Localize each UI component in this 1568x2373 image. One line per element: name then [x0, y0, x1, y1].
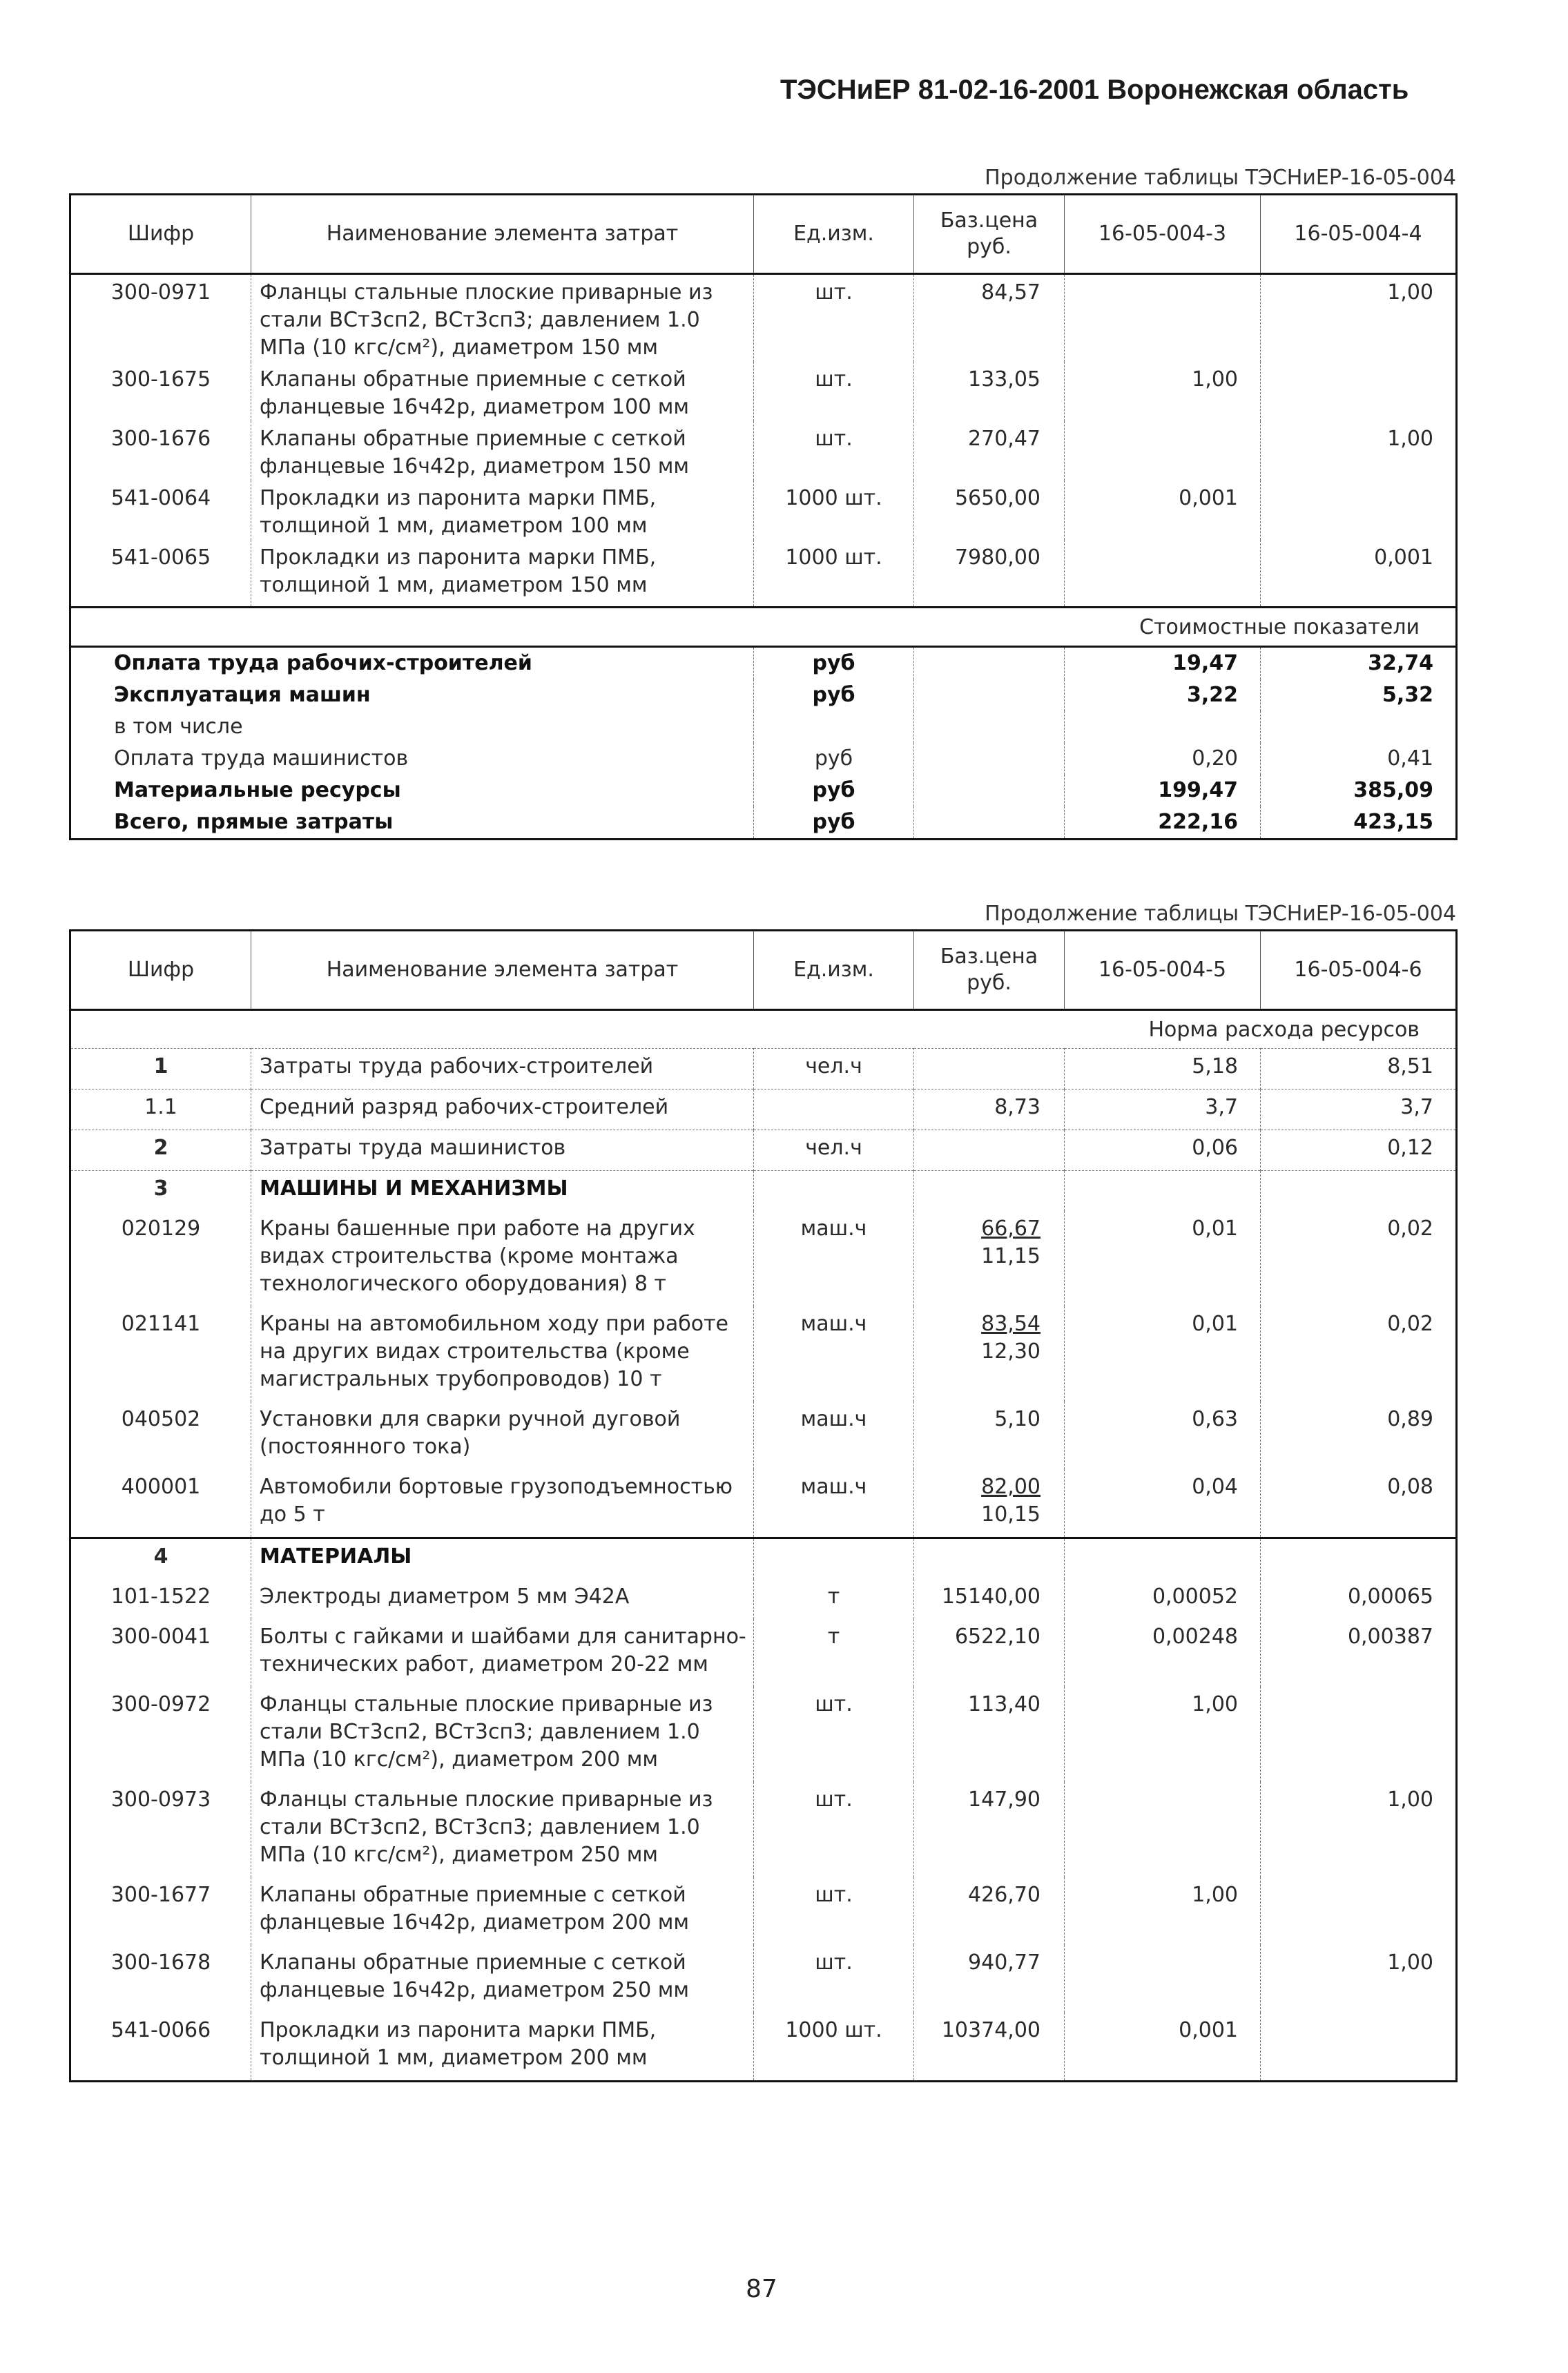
cell-code: 300-0973: [70, 1782, 251, 1877]
cell-price: [914, 2013, 1065, 2082]
price-value: 15140,00: [941, 1585, 1041, 1609]
table-row: [70, 1579, 1457, 1619]
cell-name: Средний разряд рабочих-строителей: [251, 1089, 754, 1130]
cell-price: [914, 1579, 1065, 1619]
price-value: 8,73: [994, 1095, 1041, 1119]
cell-name: Фланцы стальные плоские приварные из стали ВСт3сп2, ВСт3сп3; давлением 1.0 МПа (10 кгс/см²), диаметром 200 мм: [251, 1687, 754, 1782]
cost-unit: руб: [754, 775, 914, 806]
column-header-norm-1: 16-05-004-3: [1065, 195, 1261, 274]
column-header-norm-1: 16-05-004-5: [1065, 931, 1261, 1010]
cell-norm-1: 0,00052: [1065, 1579, 1261, 1619]
price-value: 82,00: [981, 1475, 1041, 1499]
cell-norm-1: 0,01: [1065, 1306, 1261, 1402]
table-row: [70, 481, 1457, 540]
cell-norm-2: 0,001: [1374, 545, 1433, 570]
cell-norm-1: 0,04: [1065, 1469, 1261, 1538]
cost-value-2: 32,74: [1261, 647, 1457, 680]
cost-value-1: 3,22: [1065, 679, 1261, 711]
cell-norm-2: 0,02: [1387, 1312, 1433, 1336]
column-header-price: Баз.цена руб.: [914, 931, 1065, 1010]
cell-norm-2: [1261, 1171, 1457, 1212]
cost-row: [70, 775, 1457, 806]
cost-label: Эксплуатация машин: [70, 679, 754, 711]
table-row: [70, 1619, 1457, 1687]
cell-unit: шт.: [754, 421, 914, 481]
table-row: [70, 1945, 1457, 2013]
cell-unit: чел.ч: [754, 1130, 914, 1171]
cell-norm-2: 0,89: [1387, 1407, 1433, 1431]
column-header-norm-2: 16-05-004-6: [1261, 931, 1457, 1010]
price-value: 66,67: [981, 1217, 1041, 1241]
cell-name: Болты с гайками и шайбами для санитарно-технических работ, диаметром 20-22 мм: [251, 1619, 754, 1687]
cost-unit: руб: [754, 647, 914, 680]
cell-norm-1: 0,001: [1065, 481, 1261, 540]
cost-value-1: 0,20: [1065, 743, 1261, 775]
cell-price: [914, 1402, 1065, 1469]
table-caption-first: Продолжение таблицы ТЭСНиЕР-16-05-004: [985, 166, 1456, 190]
cell-name: Краны на автомобильном ходу при работе на других видах строительства (кроме магистральных трубопроводов) 10 т: [251, 1306, 754, 1402]
cell-price: [914, 1211, 1065, 1306]
cell-norm-2: [1261, 481, 1457, 540]
cell-norm-2: 1,00: [1387, 280, 1433, 304]
cell-unit: [754, 1538, 914, 1580]
cell-name: Клапаны обратные приемные с сеткой фланцевые 16ч42р, диаметром 250 мм: [251, 1945, 754, 2013]
cost-row: [70, 743, 1457, 775]
cost-value-1: 222,16: [1065, 806, 1261, 840]
cost-label: Оплата труда машинистов: [70, 743, 754, 775]
cell-norm-2: [1261, 1538, 1457, 1580]
cell-unit: [754, 1171, 914, 1212]
cell-norm-1: 0,01: [1065, 1211, 1261, 1306]
cell-norm-1: [1065, 1538, 1261, 1580]
cell-price: [914, 1945, 1065, 2013]
cost-section-title: Стоимостные показатели: [70, 608, 1457, 647]
column-header-code: Шифр: [70, 195, 251, 274]
cell-price: [914, 1687, 1065, 1782]
cost-value-1: 199,47: [1065, 775, 1261, 806]
table-row: [70, 1049, 1457, 1089]
resource-table-first: [69, 193, 1458, 840]
cell-norm-1: 3,7: [1065, 1089, 1261, 1130]
cell-code: 300-1675: [70, 362, 251, 421]
column-header-code: Шифр: [70, 931, 251, 1010]
cell-name: Клапаны обратные приемные с сеткой фланцевые 16ч42р, диаметром 150 мм: [251, 421, 754, 481]
cell-norm-1: 0,00248: [1065, 1619, 1261, 1687]
cell-code: 021141: [70, 1306, 251, 1402]
cell-norm-1: [1065, 274, 1261, 362]
cell-norm-1: [1065, 540, 1261, 608]
table-row: [70, 362, 1457, 421]
cell-price: 7980,00: [914, 540, 1065, 608]
cost-empty: [914, 743, 1065, 775]
cell-price: [914, 1049, 1065, 1089]
column-header-norm-2: 16-05-004-4: [1261, 195, 1457, 274]
table-row: [70, 274, 1457, 362]
resource-table-second: [69, 929, 1458, 2082]
table-row: [70, 1687, 1457, 1782]
cell-code: 541-0065: [70, 540, 251, 608]
cell-unit: [754, 1089, 914, 1130]
cost-empty: [914, 711, 1065, 743]
cell-norm-2: 3,7: [1261, 1089, 1457, 1130]
cell-norm-2: 0,08: [1387, 1475, 1433, 1499]
cell-unit: 1000 шт.: [754, 481, 914, 540]
cell-code: 1: [70, 1049, 251, 1089]
cell-unit: шт.: [754, 274, 914, 362]
table-row: [70, 1782, 1457, 1877]
cell-norm-2: 1,00: [1387, 1950, 1433, 1975]
cell-norm-1: [1065, 1171, 1261, 1212]
cell-code: 400001: [70, 1469, 251, 1538]
cell-price: [914, 1130, 1065, 1171]
cell-price: 133,05: [914, 362, 1065, 421]
cost-row: [70, 647, 1457, 680]
cell-norm-2: 1,00: [1387, 1788, 1433, 1812]
cost-value-2: 385,09: [1353, 778, 1433, 802]
price-machinist-value: 10,15: [981, 1502, 1041, 1527]
cell-name: Клапаны обратные приемные с сеткой фланцевые 16ч42р, диаметром 200 мм: [251, 1877, 754, 1945]
cell-name: Электроды диаметром 5 мм Э42А: [251, 1579, 754, 1619]
page-number: 87: [746, 2275, 777, 2303]
cost-empty: [914, 679, 1065, 711]
table-row: [70, 1402, 1457, 1469]
table-row: [70, 1306, 1457, 1402]
cell-unit: маш.ч: [754, 1469, 914, 1538]
cell-norm-1: 0,001: [1065, 2013, 1261, 2082]
table-row: [70, 1089, 1457, 1130]
price-value: 113,40: [968, 1692, 1041, 1716]
cell-name: Краны башенные при работе на других видах строительства (кроме монтажа технологического оборудования) 8 т: [251, 1211, 754, 1306]
cost-label: Всего, прямые затраты: [70, 806, 754, 840]
cell-norm-2: 0,02: [1387, 1217, 1433, 1241]
cell-price: [914, 1171, 1065, 1212]
cell-price: 270,47: [914, 421, 1065, 481]
cell-unit: 1000 шт.: [754, 2013, 914, 2082]
cell-unit: маш.ч: [754, 1402, 914, 1469]
price-value: 147,90: [968, 1788, 1041, 1812]
cell-price: [914, 1089, 1065, 1130]
column-header-name: Наименование элемента затрат: [251, 195, 754, 274]
price-machinist-value: 12,30: [981, 1339, 1041, 1364]
cell-price: [914, 1877, 1065, 1945]
cost-label: Материальные ресурсы: [70, 775, 754, 806]
cell-norm-2: [1261, 2013, 1457, 2082]
cell-norm-1: [1065, 421, 1261, 481]
column-header-unit: Ед.изм.: [754, 931, 914, 1010]
cost-value-2: 0,41: [1387, 746, 1433, 771]
cell-norm-1: [1065, 1945, 1261, 2013]
cell-code: 4: [70, 1538, 251, 1580]
cell-code: 541-0066: [70, 2013, 251, 2082]
cell-code: 300-1678: [70, 1945, 251, 2013]
cell-code: 101-1522: [70, 1579, 251, 1619]
cost-unit: руб: [754, 806, 914, 840]
cell-name: Фланцы стальные плоские приварные из стали ВСт3сп2, ВСт3сп3; давлением 1.0 МПа (10 кгс/см²), диаметром 250 мм: [251, 1782, 754, 1877]
table-row: [70, 421, 1457, 481]
cell-code: 300-0972: [70, 1687, 251, 1782]
cell-name: Затраты труда машинистов: [251, 1130, 754, 1171]
price-value: 6522,10: [954, 1625, 1041, 1649]
cost-row: [70, 679, 1457, 711]
price-machinist-value: 11,15: [981, 1244, 1041, 1268]
cell-norm-1: [1065, 1782, 1261, 1877]
cost-section-title-row: [70, 608, 1457, 647]
cell-code: 2: [70, 1130, 251, 1171]
cell-name: Клапаны обратные приемные с сеткой фланцевые 16ч42р, диаметром 100 мм: [251, 362, 754, 421]
cell-unit: маш.ч: [754, 1211, 914, 1306]
cell-norm-2: 0,00387: [1347, 1625, 1433, 1649]
cell-name: МАТЕРИАЛЫ: [251, 1538, 754, 1580]
table-row: [70, 1211, 1457, 1306]
table-header-row: [70, 931, 1457, 1010]
table-header-row: [70, 195, 1457, 274]
price-value: 426,70: [968, 1883, 1041, 1907]
cell-code: 020129: [70, 1211, 251, 1306]
cost-value-2: [1261, 711, 1457, 743]
cost-label: Оплата труда рабочих-строителей: [70, 647, 754, 680]
cell-norm-1: 1,00: [1065, 362, 1261, 421]
cell-norm-2: 1,00: [1387, 427, 1433, 451]
cell-unit: чел.ч: [754, 1049, 914, 1089]
cell-norm-2: [1261, 1687, 1457, 1782]
cell-norm-1: 1,00: [1065, 1687, 1261, 1782]
cell-price: [914, 1538, 1065, 1580]
cell-code: 300-1677: [70, 1877, 251, 1945]
cell-name: Фланцы стальные плоские приварные из стали ВСт3сп2, ВСт3сп3; давлением 1.0 МПа (10 кгс/см²), диаметром 150 мм: [251, 274, 754, 362]
price-value: 83,54: [981, 1312, 1041, 1336]
cell-code: 541-0064: [70, 481, 251, 540]
table-row: [70, 2013, 1457, 2082]
cell-code: 040502: [70, 1402, 251, 1469]
cell-price: [914, 1306, 1065, 1402]
cell-name: Автомобили бортовые грузоподъемностью до 5 т: [251, 1469, 754, 1538]
cell-name: Прокладки из паронита марки ПМБ, толщиной 1 мм, диаметром 200 мм: [251, 2013, 754, 2082]
cost-value-2: 5,32: [1382, 683, 1433, 707]
table-row: [70, 1877, 1457, 1945]
cost-value-1: 19,47: [1065, 647, 1261, 680]
cell-unit: маш.ч: [754, 1306, 914, 1402]
cell-name: МАШИНЫ И МЕХАНИЗМЫ: [251, 1171, 754, 1212]
column-header-price: Баз.цена руб.: [914, 195, 1065, 274]
cell-unit: шт.: [754, 1782, 914, 1877]
price-value: 5,10: [994, 1407, 1041, 1431]
cell-unit: 1000 шт.: [754, 540, 914, 608]
cell-unit: шт.: [754, 362, 914, 421]
cell-code: 300-1676: [70, 421, 251, 481]
cell-price: [914, 1619, 1065, 1687]
cell-unit: шт.: [754, 1945, 914, 2013]
cell-code: 300-0971: [70, 274, 251, 362]
cost-unit: руб: [754, 679, 914, 711]
cell-code: 1.1: [70, 1089, 251, 1130]
cell-code: 3: [70, 1171, 251, 1212]
column-header-name: Наименование элемента затрат: [251, 931, 754, 1010]
cell-norm-2: 0,00065: [1347, 1585, 1433, 1609]
cost-value-2: 423,15: [1353, 810, 1433, 834]
cell-price: [914, 1782, 1065, 1877]
cell-price: [914, 1469, 1065, 1538]
table-row: [70, 540, 1457, 608]
document-header: ТЭСНиЕР 81-02-16-2001 Воронежская область: [780, 75, 1409, 105]
cell-norm-2: 0,12: [1261, 1130, 1457, 1171]
cost-row: [70, 711, 1457, 743]
cell-norm-1: 5,18: [1065, 1049, 1261, 1089]
cell-norm-2: [1261, 362, 1457, 421]
cell-norm-2: 8,51: [1261, 1049, 1457, 1089]
cost-unit: [754, 711, 914, 743]
cell-unit: т: [754, 1619, 914, 1687]
cell-name: Установки для сварки ручной дуговой (постоянного тока): [251, 1402, 754, 1469]
price-value: 940,77: [968, 1950, 1041, 1975]
cell-name: Прокладки из паронита марки ПМБ, толщиной 1 мм, диаметром 150 мм: [251, 540, 754, 608]
cell-name: Прокладки из паронита марки ПМБ, толщиной 1 мм, диаметром 100 мм: [251, 481, 754, 540]
cost-value-1: [1065, 711, 1261, 743]
table-row: [70, 1469, 1457, 1538]
column-header-unit: Ед.изм.: [754, 195, 914, 274]
table-row: [70, 1538, 1457, 1580]
cell-price: 5650,00: [914, 481, 1065, 540]
table-row: [70, 1171, 1457, 1212]
norm-section-title: Норма расхода ресурсов: [70, 1010, 1457, 1049]
cell-name: Затраты труда рабочих-строителей: [251, 1049, 754, 1089]
cell-price: 84,57: [914, 274, 1065, 362]
cost-empty: [914, 647, 1065, 680]
norm-section-title-row: [70, 1010, 1457, 1049]
cell-unit: шт.: [754, 1687, 914, 1782]
cost-row: [70, 806, 1457, 840]
cell-norm-1: 0,06: [1065, 1130, 1261, 1171]
cell-unit: шт.: [754, 1877, 914, 1945]
table-row: [70, 1130, 1457, 1171]
cell-code: 300-0041: [70, 1619, 251, 1687]
cell-norm-2: [1261, 1877, 1457, 1945]
table-caption-second: Продолжение таблицы ТЭСНиЕР-16-05-004: [985, 902, 1456, 926]
price-value: 10374,00: [941, 2018, 1041, 2042]
cell-unit: т: [754, 1579, 914, 1619]
cell-norm-1: 1,00: [1065, 1877, 1261, 1945]
cost-label: в том числе: [70, 711, 754, 743]
cost-empty: [914, 806, 1065, 840]
cost-unit: руб: [754, 743, 914, 775]
cost-empty: [914, 775, 1065, 806]
cell-norm-1: 0,63: [1065, 1402, 1261, 1469]
